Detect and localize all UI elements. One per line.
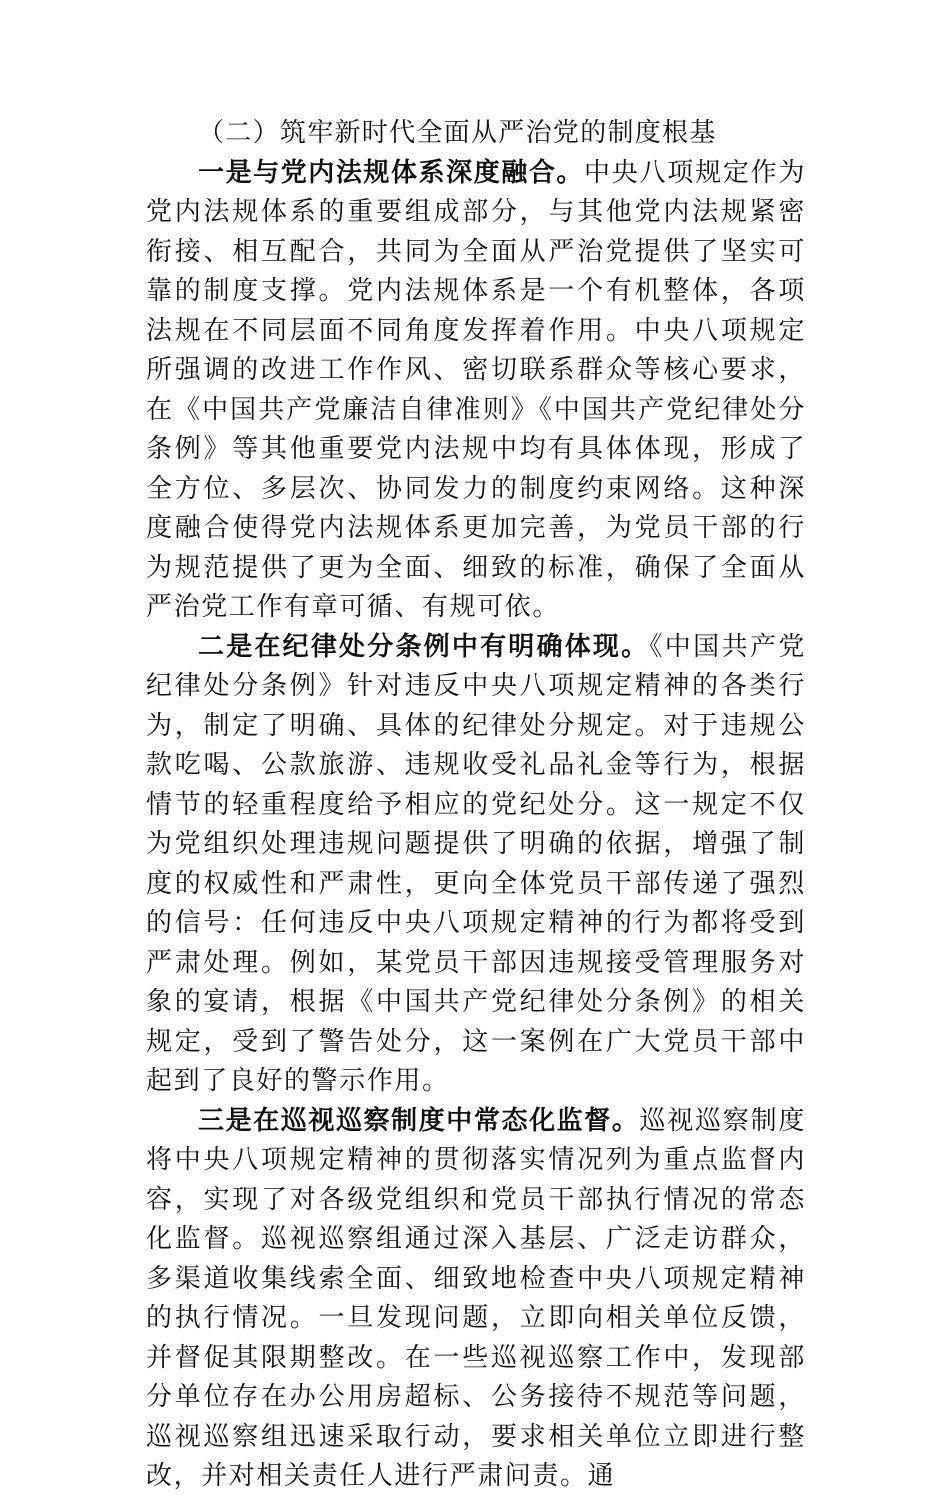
paragraph-2 (146, 628, 806, 1102)
paragraph-3-body: 巡视巡察制度将中央八项规定精神的贯彻落实情况列为重点监督内容，实现了对各级党组织和党员干部执行情况的常态化监督。巡视巡察组通过深入基层、广泛走访群众，多渠道收集线索全面、细致地检查中央八项规定精神的执行情况。一旦发现问题，立即向相关单位反馈，并督促其限期整改。在一些巡视巡察工作中，发现部分单位存在办公用房超标、公务接待不规范等问题，巡视巡察组迅速采取行动，要求相关单位立即进行整改，并对相关责任人进行严肃问责。通 (146, 1105, 806, 1491)
paragraph-1-lead: 一是与党内法规体系深度融合。 (198, 157, 584, 188)
paragraph-3-lead: 三是在巡视巡察制度中常态化监督。 (198, 1105, 640, 1136)
paragraph-1 (146, 154, 806, 628)
section-heading: （二）筑牢新时代全面从严治党的制度根基 (198, 118, 717, 148)
paragraph-2-lead: 二是在纪律处分条例中有明确体现。 (198, 631, 650, 662)
document-body (146, 114, 806, 1497)
paragraph-1-body: 中央八项规定作为党内法规体系的重要组成部分，与其他党内法规紧密衔接、相互配合，共同为全面从严治党提供了坚实可靠的制度支撑。党内法规体系是一个有机整体，各项法规在不同层面不同角度发挥着作用。中央八项规定所强调的改进工作作风、密切联系群众等核心要求，在《中国共产党廉洁自律准则》《中国共产党纪律处分条例》等其他重要党内法规中均有具体体现，形成了全方位、多层次、协同发力的制度约束网络。这种深度融合使得党内法规体系更加完善，为党员干部的行为规范提供了更为全面、细致的标准，确保了全面从严治党工作有章可循、有规可依。 (146, 157, 806, 622)
paragraph-2-body: 《中国共产党纪律处分条例》针对违反中央八项规定精神的各类行为，制定了明确、具体的纪律处分规定。对于违规公款吃喝、公款旅游、违规收受礼品礼金等行为，根据情节的轻重程度给予相应的党纪处分。这一规定不仅为党组织处理违规问题提供了明确的依据，增强了制度的权威性和严肃性，更向全体党员干部传递了强烈的信号：任何违反中央八项规定精神的行为都将受到严肃处理。例如，某党员干部因违规接受管理服务对象的宴请，根据《中国共产党纪律处分条例》的相关规定，受到了警告处分，这一案例在广大党员干部中起到了良好的警示作用。 (146, 631, 806, 1096)
paragraph-3 (146, 1102, 806, 1497)
